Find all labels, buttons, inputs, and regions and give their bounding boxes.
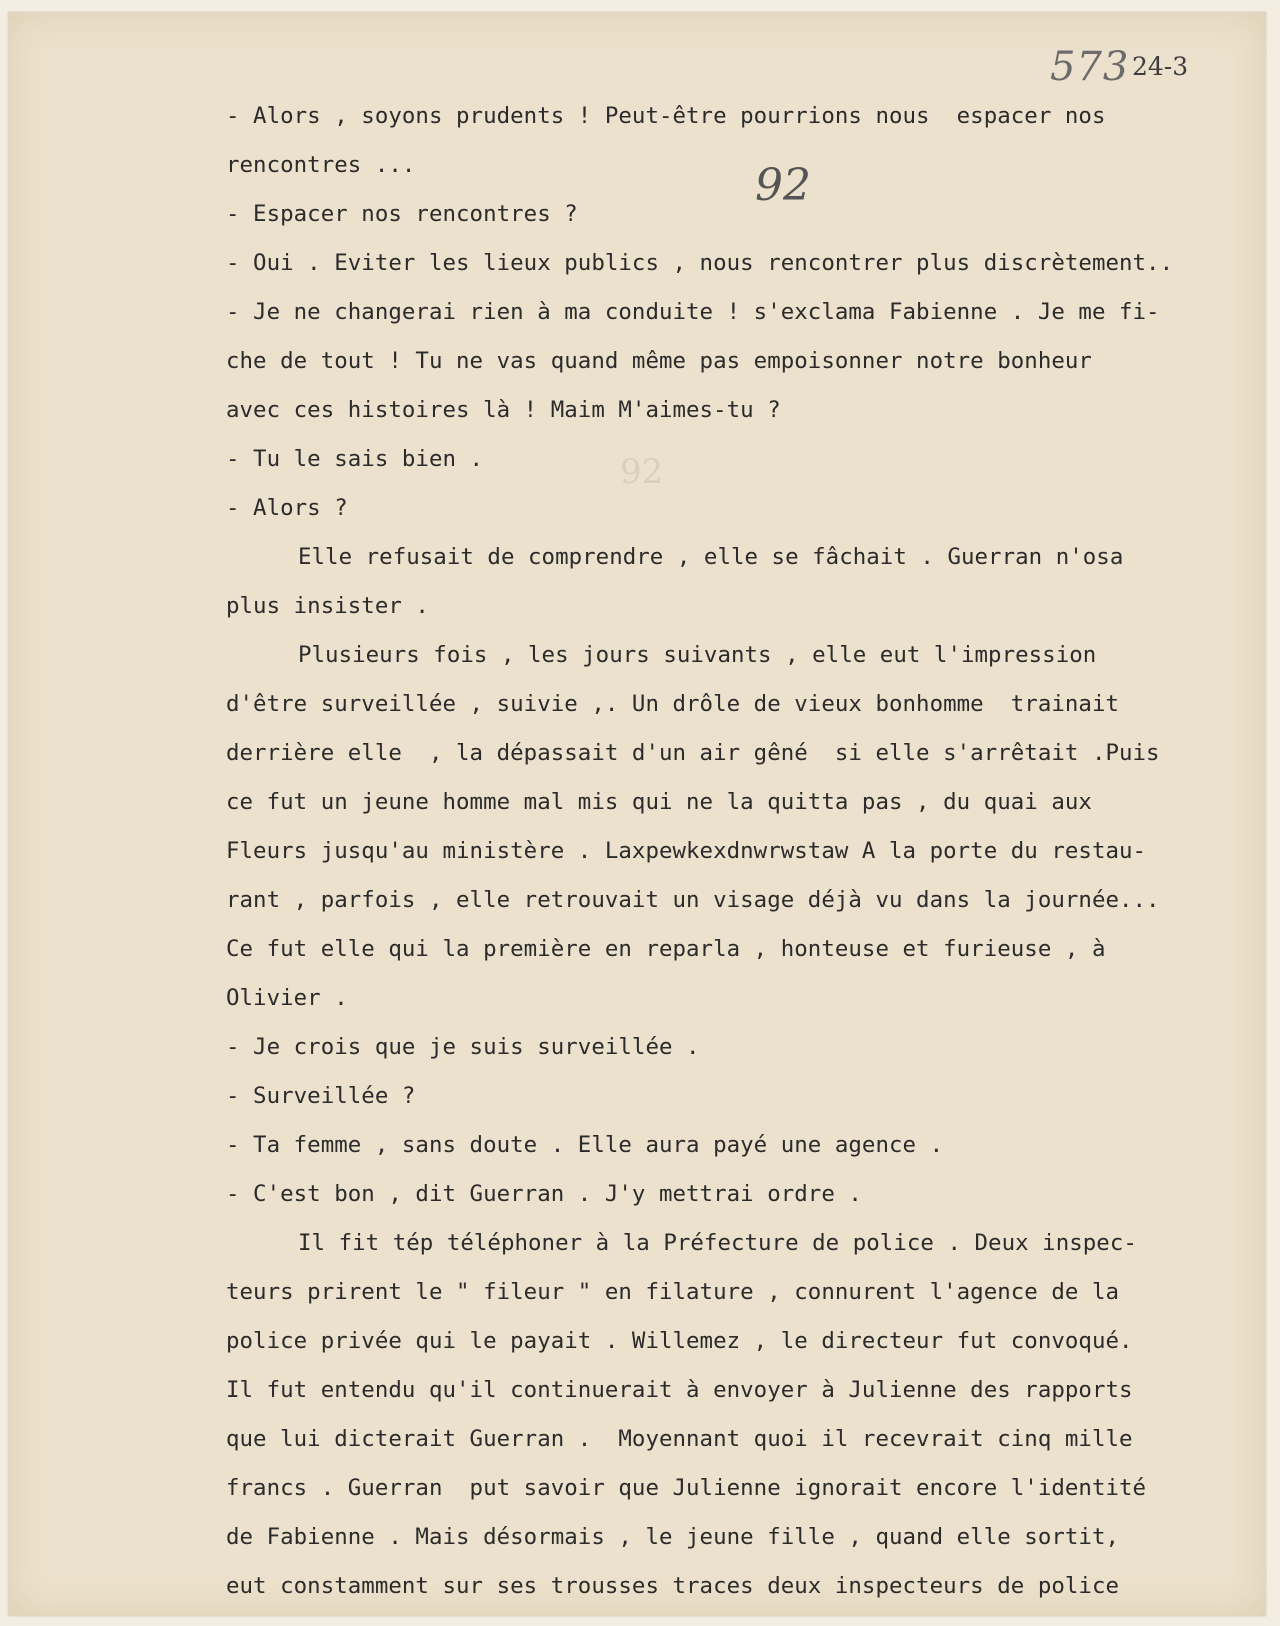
- text-line: derrière elle , la dépassait d'un air gêné si elle s'arrêtait .Puis: [226, 740, 1160, 766]
- text-line: - C'est bon , dit Guerran . J'y mettrai ordre .: [226, 1181, 862, 1207]
- text-line: - Espacer nos rencontres ?: [226, 201, 578, 227]
- text-line: Ce fut elle qui la première en reparla , honteuse et furieuse , à: [226, 936, 1106, 962]
- text-line: police privée qui le payait . Willemez , le directeur fut convoqué.: [226, 1328, 1133, 1354]
- text-line: - Ta femme , sans doute . Elle aura payé une agence .: [226, 1132, 944, 1158]
- text-line: rencontres ...: [226, 152, 416, 178]
- text-line: - Surveillée ?: [226, 1083, 416, 1109]
- text-line: francs . Guerran put savoir que Julienne ignorait encore l'identité: [226, 1475, 1147, 1501]
- text-line: Fleurs jusqu'au ministère . Laxpewkexdnwrwstaw A la porte du restau-: [226, 838, 1147, 864]
- text-line: d'être surveillée , suivie ,. Un drôle de vieux bonhomme trainait: [226, 691, 1119, 717]
- text-line: eut constamment sur ses trousses traces deux inspecteurs de police: [226, 1573, 1119, 1599]
- text-line: de Fabienne . Mais désormais , le jeune fille , quand elle sortit,: [226, 1524, 1119, 1550]
- handwritten-page-number: 92: [755, 160, 811, 211]
- text-line: - Alors , soyons prudents ! Peut-être pourrions nous espacer nos: [226, 103, 1106, 129]
- text-line: - Je crois que je suis surveillée .: [226, 1034, 700, 1060]
- text-line: avec ces histoires là ! Maim M'aimes-tu ?: [226, 397, 781, 423]
- text-line: che de tout ! Tu ne vas quand même pas empoisonner notre bonheur: [226, 348, 1092, 374]
- text-line: rant , parfois , elle retrouvait un visage déjà vu dans la journée...: [226, 887, 1160, 913]
- typed-text-body: [226, 92, 1266, 1611]
- text-line: - Alors ?: [226, 495, 348, 521]
- text-line: - Tu le sais bien .: [226, 446, 484, 472]
- text-line: ce fut un jeune homme mal mis qui ne la quitta pas , du quai aux: [226, 789, 1092, 815]
- text-line: Plusieurs fois , les jours suivants , elle eut l'impression: [298, 642, 1097, 668]
- text-line: - Oui . Eviter les lieux publics , nous rencontrer plus discrètement..: [226, 250, 1174, 276]
- text-line: Il fut entendu qu'il continuerait à envoyer à Julienne des rapports: [226, 1377, 1133, 1403]
- text-line: Il fit tép téléphoner à la Préfecture de police . Deux inspec-: [298, 1230, 1137, 1256]
- text-line: que lui dicterait Guerran . Moyennant quoi il recevrait cinq mille: [226, 1426, 1133, 1452]
- text-line: Elle refusait de comprendre , elle se fâchait . Guerran n'osa: [298, 544, 1124, 570]
- text-line: teurs prirent le " fileur " en filature , connurent l'agence de la: [226, 1279, 1119, 1305]
- text-line: plus insister .: [226, 593, 429, 619]
- bleed-through-number: 92: [620, 452, 664, 492]
- folio-number: 573: [1050, 44, 1130, 90]
- text-line: Olivier .: [226, 985, 348, 1011]
- text-line: - Je ne changerai rien à ma conduite ! s'exclama Fabienne . Je me fi-: [226, 299, 1160, 325]
- folio-sub-number: 24-3: [1132, 52, 1189, 81]
